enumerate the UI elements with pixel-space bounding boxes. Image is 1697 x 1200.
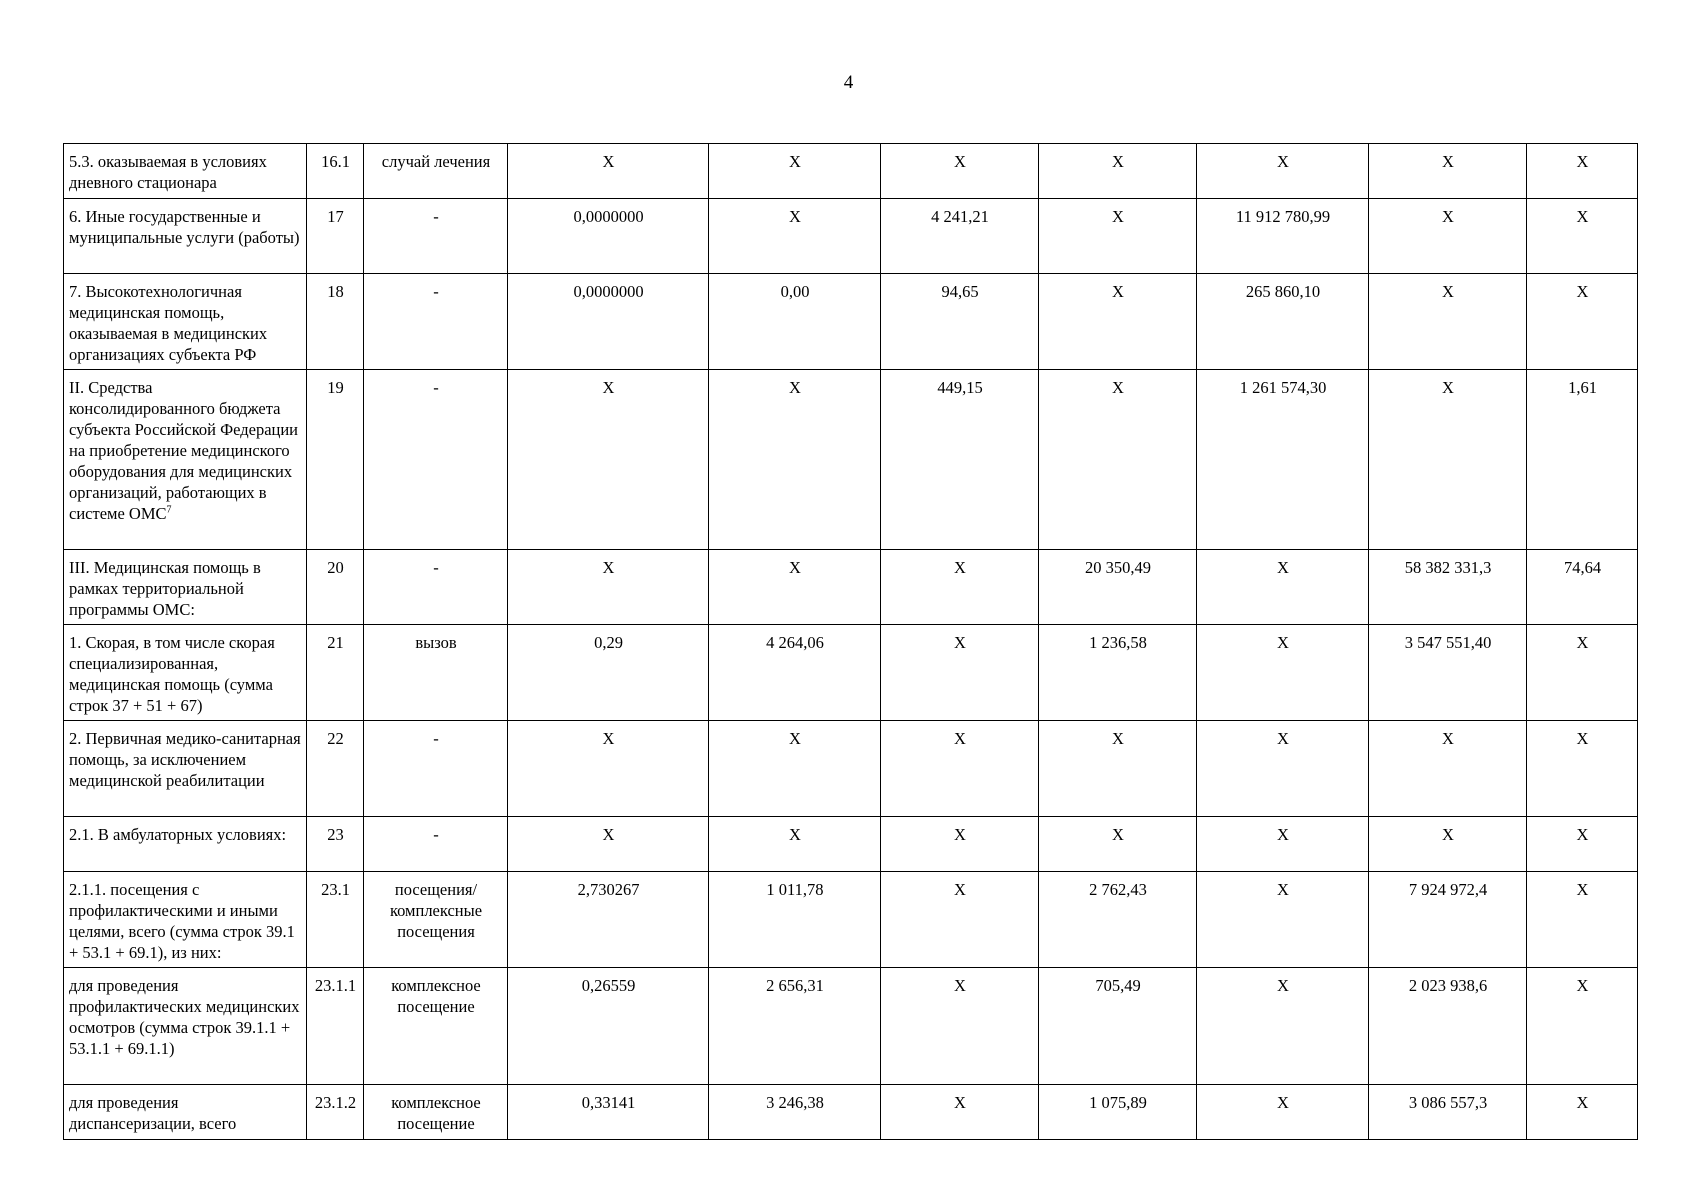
cell-c4: 1 075,89 — [1039, 1085, 1197, 1140]
cell-c3: X — [881, 872, 1039, 968]
cell-unit: посещения/комплексные посещения — [364, 872, 508, 968]
row-name-text: III. Медицинская помощь в рамках территориальной программы ОМС: — [69, 558, 261, 619]
cell-c7: X — [1527, 144, 1638, 199]
cell-unit: комплексное посещение — [364, 1085, 508, 1140]
cell-c2: X — [709, 721, 881, 817]
cell-c1: X — [508, 144, 709, 199]
cell-c6: 7 924 972,4 — [1369, 872, 1527, 968]
cell-c5: X — [1197, 550, 1369, 625]
cell-unit: случай лечения — [364, 144, 508, 199]
row-name-text: 1. Скорая, в том числе скорая специализированная, медицинская помощь (сумма строк 37 + 51 + 67) — [69, 633, 275, 715]
cell-c1: 0,0000000 — [508, 274, 709, 370]
row-name-text: для проведения профилактических медицинских осмотров (сумма строк 39.1.1 + 53.1.1 + 69.1.1) — [69, 976, 300, 1058]
cell-unit: вызов — [364, 625, 508, 721]
cell-unit: - — [364, 370, 508, 550]
row-name-text: 2. Первичная медико-санитарная помощь, за исключением медицинской реабилитации — [69, 729, 301, 790]
cell-c1: X — [508, 370, 709, 550]
footnote-marker: 7 — [166, 504, 172, 516]
table-row — [64, 817, 1638, 872]
cell-c6: X — [1369, 370, 1527, 550]
row-name — [64, 625, 307, 721]
cell-unit: - — [364, 721, 508, 817]
cell-unit: - — [364, 274, 508, 370]
cell-c5: X — [1197, 968, 1369, 1085]
cell-c7: X — [1527, 872, 1638, 968]
cell-c3: 449,15 — [881, 370, 1039, 550]
cell-c1: 0,33141 — [508, 1085, 709, 1140]
cell-unit: - — [364, 550, 508, 625]
row-name — [64, 199, 307, 274]
cell-c2: 4 264,06 — [709, 625, 881, 721]
cell-c3: 4 241,21 — [881, 199, 1039, 274]
row-name-text: 6. Иные государственные и муниципальные услуги (работы) — [69, 207, 300, 247]
cell-c2: X — [709, 199, 881, 274]
cell-c5: X — [1197, 1085, 1369, 1140]
cell-c4: 705,49 — [1039, 968, 1197, 1085]
row-name-text: для проведения диспансеризации, всего — [69, 1093, 237, 1133]
row-name — [64, 1085, 307, 1140]
cell-unit: - — [364, 817, 508, 872]
cell-c7: X — [1527, 1085, 1638, 1140]
cell-c7: X — [1527, 721, 1638, 817]
cell-c5: X — [1197, 817, 1369, 872]
cell-line: 20 — [307, 550, 364, 625]
cell-c6: X — [1369, 199, 1527, 274]
cell-line: 23.1.1 — [307, 968, 364, 1085]
cell-line: 23.1.2 — [307, 1085, 364, 1140]
cell-c4: X — [1039, 817, 1197, 872]
cell-c2: 2 656,31 — [709, 968, 881, 1085]
cell-c6: 58 382 331,3 — [1369, 550, 1527, 625]
cell-c5: X — [1197, 144, 1369, 199]
cell-c6: X — [1369, 144, 1527, 199]
cell-c1: 0,26559 — [508, 968, 709, 1085]
cell-c3: X — [881, 625, 1039, 721]
cell-c7: X — [1527, 274, 1638, 370]
row-name — [64, 968, 307, 1085]
cell-c2: X — [709, 817, 881, 872]
table-row — [64, 721, 1638, 817]
row-name-text: 2.1. В амбулаторных условиях: — [69, 825, 287, 844]
cell-c7: X — [1527, 625, 1638, 721]
cell-line: 23 — [307, 817, 364, 872]
cell-unit: - — [364, 199, 508, 274]
table-row — [64, 625, 1638, 721]
cell-c1: X — [508, 721, 709, 817]
cell-c6: 3 547 551,40 — [1369, 625, 1527, 721]
cell-unit: комплексное посещение — [364, 968, 508, 1085]
cell-c5: 265 860,10 — [1197, 274, 1369, 370]
cell-c4: X — [1039, 370, 1197, 550]
table-row — [64, 550, 1638, 625]
cell-c2: X — [709, 550, 881, 625]
cell-c2: X — [709, 144, 881, 199]
cell-c6: X — [1369, 721, 1527, 817]
cell-c1: 2,730267 — [508, 872, 709, 968]
cell-c4: 20 350,49 — [1039, 550, 1197, 625]
row-name — [64, 144, 307, 199]
row-name — [64, 721, 307, 817]
cell-c3: X — [881, 817, 1039, 872]
cell-c7: 1,61 — [1527, 370, 1638, 550]
page-number: 4 — [843, 72, 854, 93]
row-name — [64, 872, 307, 968]
cell-c1: 0,29 — [508, 625, 709, 721]
cell-c7: X — [1527, 199, 1638, 274]
cell-c5: 11 912 780,99 — [1197, 199, 1369, 274]
cell-c7: X — [1527, 968, 1638, 1085]
cell-line: 18 — [307, 274, 364, 370]
cell-c6: 2 023 938,6 — [1369, 968, 1527, 1085]
cell-c1: X — [508, 817, 709, 872]
cell-c4: 1 236,58 — [1039, 625, 1197, 721]
cell-c2: X — [709, 370, 881, 550]
cell-c3: 94,65 — [881, 274, 1039, 370]
cell-c5: X — [1197, 872, 1369, 968]
cell-line: 21 — [307, 625, 364, 721]
cell-c2: 1 011,78 — [709, 872, 881, 968]
cell-c4: 2 762,43 — [1039, 872, 1197, 968]
cell-c4: X — [1039, 144, 1197, 199]
cell-c1: 0,0000000 — [508, 199, 709, 274]
cell-line: 23.1 — [307, 872, 364, 968]
table-row — [64, 872, 1638, 968]
cell-c6: X — [1369, 817, 1527, 872]
cell-c1: X — [508, 550, 709, 625]
data-table — [63, 143, 1638, 1140]
row-name-text: 7. Высокотехнологичная медицинская помощь, оказываемая в медицинских организациях субъекта РФ — [69, 282, 268, 364]
cell-c7: X — [1527, 817, 1638, 872]
row-name — [64, 274, 307, 370]
cell-c3: X — [881, 1085, 1039, 1140]
table-row — [64, 274, 1638, 370]
cell-c7: 74,64 — [1527, 550, 1638, 625]
table-row — [64, 370, 1638, 550]
table-row — [64, 144, 1638, 199]
cell-c3: X — [881, 721, 1039, 817]
cell-c5: 1 261 574,30 — [1197, 370, 1369, 550]
table-row — [64, 1085, 1638, 1140]
cell-line: 22 — [307, 721, 364, 817]
cell-line: 16.1 — [307, 144, 364, 199]
cell-c5: X — [1197, 721, 1369, 817]
cell-c3: X — [881, 968, 1039, 1085]
cell-line: 19 — [307, 370, 364, 550]
cell-c4: X — [1039, 199, 1197, 274]
row-name — [64, 550, 307, 625]
cell-c4: X — [1039, 721, 1197, 817]
row-name — [64, 370, 307, 550]
row-name — [64, 817, 307, 872]
table-row — [64, 968, 1638, 1085]
row-name-text: 2.1.1. посещения с профилактическими и иными целями, всего (сумма строк 39.1 + 53.1 + 69.1), из них: — [69, 880, 295, 962]
cell-c5: X — [1197, 625, 1369, 721]
cell-c2: 0,00 — [709, 274, 881, 370]
cell-c6: 3 086 557,3 — [1369, 1085, 1527, 1140]
table-body — [64, 144, 1638, 1140]
row-name-text: II. Средства консолидированного бюджета субъекта Российской Федерации на приобретение медицинского оборудования для медицинских организаций, работающих в системе ОМС — [69, 378, 299, 523]
row-name-text: 5.3. оказываемая в условиях дневного стационара — [69, 152, 267, 192]
cell-c3: X — [881, 144, 1039, 199]
cell-c4: X — [1039, 274, 1197, 370]
cell-line: 17 — [307, 199, 364, 274]
cell-c6: X — [1369, 274, 1527, 370]
cell-c3: X — [881, 550, 1039, 625]
cell-c2: 3 246,38 — [709, 1085, 881, 1140]
table-row — [64, 199, 1638, 274]
